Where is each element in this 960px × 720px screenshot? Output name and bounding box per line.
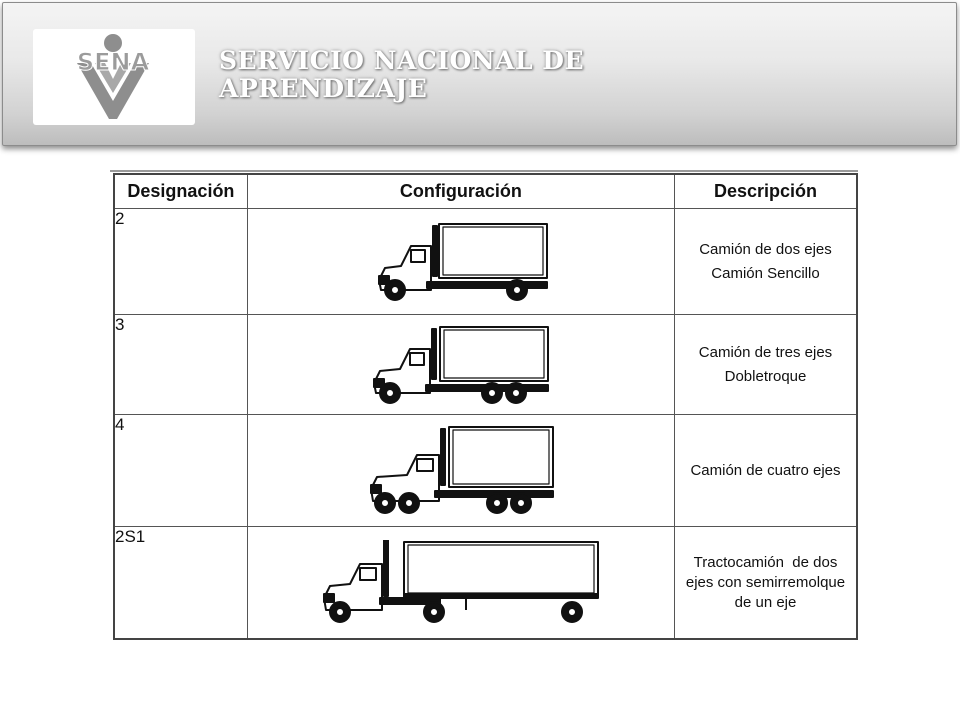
sena-logo-icon bbox=[33, 29, 195, 125]
description-line: de un eje bbox=[734, 593, 797, 611]
column-header-descripcion: Descripción bbox=[674, 174, 857, 209]
two-axle-truck-icon bbox=[371, 222, 551, 302]
four-axle-truck-icon bbox=[363, 425, 558, 517]
configuration-cell bbox=[247, 527, 674, 639]
designation-cell: 4 bbox=[114, 415, 247, 527]
configuration-cell bbox=[247, 415, 674, 527]
three-axle-truck-icon bbox=[366, 325, 556, 405]
table-header-row bbox=[114, 174, 857, 209]
configuration-cell bbox=[247, 209, 674, 315]
description-cell bbox=[674, 527, 857, 639]
designation-cell: 2S1 bbox=[114, 527, 247, 639]
description-line: Camión Sencillo bbox=[711, 264, 820, 282]
description-line: ejes con semirremolque bbox=[685, 573, 846, 591]
table-top-rule bbox=[110, 170, 858, 172]
description-line: Camión de cuatro ejes bbox=[690, 461, 841, 479]
description-cell bbox=[674, 415, 857, 527]
designation-cell: 2 bbox=[114, 209, 247, 315]
tractor-semitrailer-icon bbox=[320, 540, 602, 626]
page-title bbox=[219, 47, 584, 103]
column-header-configuracion: Configuración bbox=[247, 174, 674, 209]
description-line: Dobletroque bbox=[724, 367, 807, 385]
svg-text:SENA: SENA bbox=[76, 48, 150, 76]
table-row bbox=[114, 315, 857, 415]
designation-cell: 3 bbox=[114, 315, 247, 415]
table-row bbox=[114, 527, 857, 639]
description-cell bbox=[674, 209, 857, 315]
header-banner bbox=[2, 2, 957, 146]
description-line: Tractocamión de dos bbox=[693, 553, 838, 571]
vehicle-configuration-table bbox=[113, 173, 858, 640]
title-line-2: APRENDIZAJE bbox=[219, 74, 428, 103]
configuration-cell bbox=[247, 315, 674, 415]
description-line: Camión de tres ejes bbox=[698, 343, 833, 361]
description-cell bbox=[674, 315, 857, 415]
description-line: Camión de dos ejes bbox=[699, 240, 832, 258]
column-header-designacion: Designación bbox=[114, 174, 247, 209]
title-line-1: SERVICIO NACIONAL DE bbox=[219, 46, 585, 75]
sena-logo bbox=[33, 29, 195, 125]
table-row bbox=[114, 415, 857, 527]
table-row bbox=[114, 209, 857, 315]
